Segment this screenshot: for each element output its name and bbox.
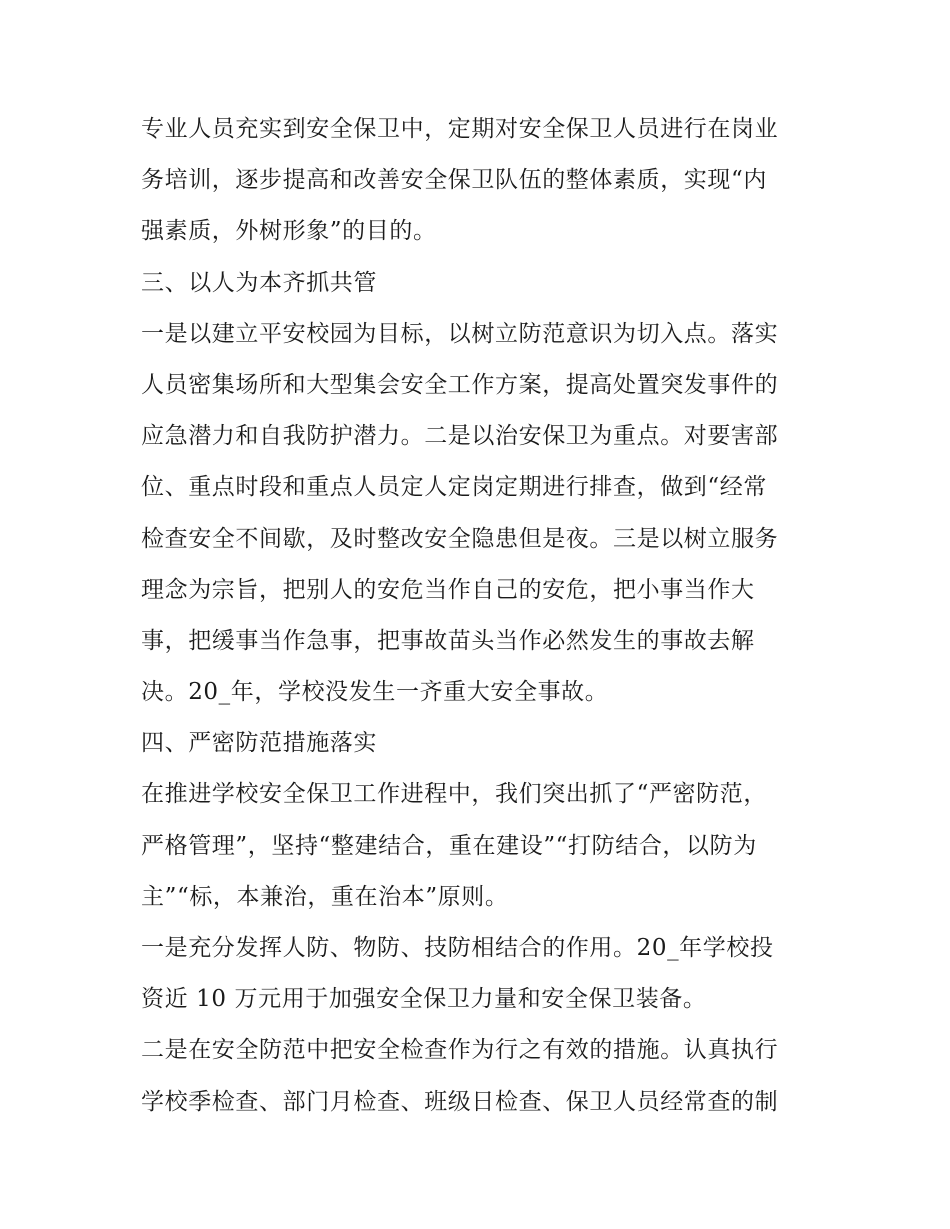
body-line: 二是在安全防范中把安全检查作为行之有效的措施。认真执行 (141, 1037, 779, 1064)
body-line: 在推进学校安全保卫工作进程中，我们突出抓了“严密防范， (141, 781, 767, 808)
body-line: 强素质，外树形象”的目的。 (141, 218, 437, 245)
section-heading: 三、以人为本齐抓共管 (141, 269, 377, 296)
body-line: 严格管理”，坚持“整建结合，重在建设”“打防结合，以防为 (141, 832, 757, 859)
document-body (141, 104, 821, 1128)
body-line: 位、重点时段和重点人员定人定岗定期进行排查，做到“经常 (141, 474, 767, 501)
body-line: 决。20_年，学校没发生一齐重大安全事故。 (141, 679, 609, 706)
body-line: 事，把缓事当作急事，把事故苗头当作必然发生的事故去解 (141, 627, 755, 654)
body-line: 专业人员充实到安全保卫中，定期对安全保卫人员进行在岗业 (141, 116, 779, 142)
section-heading: 四、严密防范措施落实 (141, 730, 377, 757)
body-line: 主”“标，本兼治，重在治本”原则。 (141, 883, 509, 910)
body-line: 一是以建立平安校园为目标，以树立防范意识为切入点。落实 (141, 320, 779, 347)
body-line: 资近 10 万元用于加强安全保卫力量和安全保卫装备。 (141, 986, 707, 1013)
body-line: 人员密集场所和大型集会安全工作方案，提高处置突发事件的 (141, 371, 779, 398)
body-line: 务培训，逐步提高和改善安全保卫队伍的整体素质，实现“内 (141, 167, 767, 194)
body-line: 学校季检查、部门月检查、班级日检查、保卫人员经常查的制 (141, 1088, 779, 1115)
body-line: 检查安全不间歇，及时整改安全隐患但是夜。三是以树立服务 (141, 525, 779, 552)
body-line: 一是充分发挥人防、物防、技防相结合的作用。20_年学校投 (141, 935, 774, 961)
body-line: 理念为宗旨，把别人的安危当作自己的安危，把小事当作大 (141, 576, 755, 603)
body-line: 应急潜力和自我防护潜力。二是以治安保卫为重点。对要害部 (141, 423, 779, 450)
